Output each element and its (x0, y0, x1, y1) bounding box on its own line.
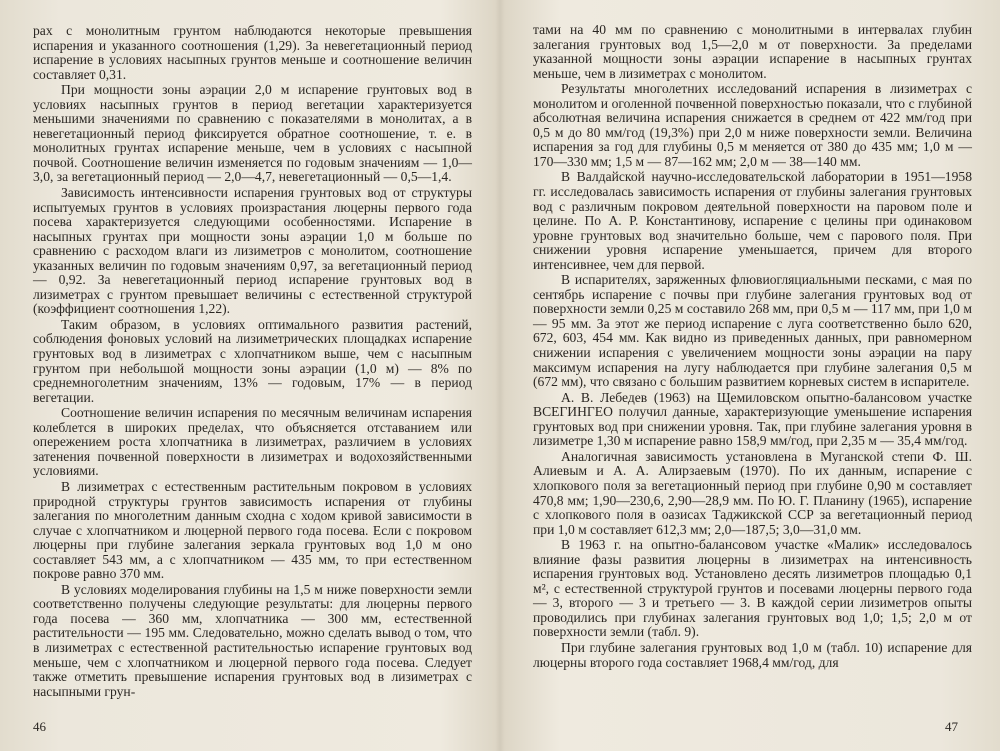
page-number: 47 (945, 719, 958, 734)
paragraph: Соотношение величин испарения по месячным величинам испарения колеблется в широких пределах, что объясняется отставанием или опережением роста хлопчатника в лизиметрах, различием в условиях затенения почвенной поверхности в лизиметрах и водохозяйственными условиями. (33, 405, 472, 479)
paragraph: Зависимость интенсивности испарения грунтовых вод от структуры испытуемых грунтов в условиях произрастания люцерны первого года посева характеризуется следующими особенностями. Испарение в насыпных грунтах при мощности зоны аэрации 1,0 м больше по сравнению с расходом влаги из лизиметров с монолитом, соотношение указанных величин по годовым значениям 0,97, за вегетационный период — 0,92. За невегетационный период испарение грунтовых вод в лизиметрах с грунтом превышает величины с естественной структурой (коэффициент соотношения 1,22). (33, 185, 472, 317)
paragraph: В Валдайской научно-исследовательской лаборатории в 1951—1958 гг. исследовалась зависимость испарения от глубины залегания грунтовых вод с различным покровом деятельной поверхности на паровом поле и целине. По А. Р. Константинову, испарение с целины при одинаковом уровне грунтовых вод значительно больше, чем с парового поля. При снижении уровня испарение уменьшается, причем для второго интенсивнее, чем для первой. (533, 169, 972, 272)
paragraph: В испарителях, заряженных флювиогляциальными песками, с мая по сентябрь испарение с почвы при глубине залегания грунтовых вод от поверхности земли 0,25 м составило 268 мм, при 0,5 м — 117 мм, при 1,0 м — 95 мм. За этот же период испарение с луга соответственно было 620, 672, 603, 454 мм. Как видно из приведенных данных, при равномерном снижении испарения с увеличением мощности зоны аэрации на пару максимум испарения на лугу наблюдается при глубине залегания 0,5 м (672 мм), что связано с большим развитием корневых систем в испарителе. (533, 272, 972, 390)
paragraph: А. В. Лебедев (1963) на Щемиловском опытно-балансовом участке ВСЕГИНГЕО получил данные, характеризующие уменьшение испарения грунтовых вод при снижении уровня. Так, при глубине залегания уровня в лизиметре 1,30 м испарение равно 158,9 мм/год, при 2,35 м — 35,4 мм/год. (533, 389, 972, 449)
right-page (500, 0, 1000, 751)
left-page-text (33, 24, 472, 699)
paragraph: При глубине залегания грунтовых вод 1,0 м (табл. 10) испарение для люцерны второго года составляет 1968,4 мм/год, для (533, 639, 972, 670)
page-number: 46 (33, 719, 46, 734)
paragraph: Аналогичная зависимость установлена в Муганской степи Ф. Ш. Алиевым и А. А. Алирзаевым (1970). По их данным, испарение с хлопкового поля за вегетационный период при глубине 0,90 м составляет 470,8 мм; 1,90—230,6, 2,90—28,9 мм. По Ю. Г. Планину (1965), испарение с хлопкового поля в оазисах Таджикской ССР за вегетационный период при 1,0 м составляет 612,3 мм; 2,0—187,5; 3,0—31,0 мм. (533, 448, 972, 537)
paragraph: Таким образом, в условиях оптимального развития растений, соблюдения фоновых условий на лизиметрических площадках испарение грунтовых вод в лизиметрах с хлопчатником выше, чем с насыпным грунтом при небольшой мощности зоны аэрации (1,0 м) — 8% по среднемноголетним значениям, 13% — годовым, 17% — в период вегетации. (33, 316, 472, 405)
paragraph: При мощности зоны аэрации 2,0 м испарение грунтовых вод в условиях насыпных грунтов в период вегетации характеризуется меньшими значениями по сравнению с показателями в монолитах, а в невегетационный период фиксируется обратное соотношение, т. е. в монолитных грунтах испарение меньше, чем в условиях с насыпной почвой. Соотношение величин изменяется по годовым значениям — 1,0—3,0, за вегетационный период — 2,0—4,7, невегетационный — 0,5—1,4. (33, 82, 472, 185)
paragraph: В лизиметрах с естественным растительным покровом в условиях природной структуры грунтов зависимость испарения от глубины залегания по многолетним данным сходна с ходом кривой зависимости в случае с хлопчатником и люцерной первого года посева. Если с покровом люцерны при глубине залегания зеркала грунтовых вод 1,0 м оно составляет 543 мм, а с хлопчатником — 435 мм, то при естественном покрове равно 370 мм. (33, 478, 472, 582)
paragraph: В 1963 г. на опытно-балансовом участке «Малик» исследовалось влияние фазы развития люцерны в лизиметрах на интенсивность испарения грунтовых вод. Установлено десять лизиметров площадью 0,1 м², с естественной структурой грунтов и посевами люцерны первого года — 3, второго — 3 и третьего — 3. В каждой серии лизиметров опыты проводились при глубинах залегания грунтовых вод 1,0; 1,5; 2,0 м от поверхности земли (табл. 9). (533, 537, 972, 640)
paragraph: Результаты многолетних исследований испарения в лизиметрах с монолитом и оголенной почвенной поверхностью показали, что с глубиной абсолютная величина испарения снижается в среднем от 422 мм/год при 0,5 м до 80 мм/год (19,3%) при 2,0 м ниже поверхности земли. Величина испарения за год для глубины 0,5 м меняется от 380 до 435 мм; 1,0 м — 170—330 мм; 1,5 м — 87—162 мм; 2,0 м — 38—140 мм. (533, 81, 972, 169)
paragraph: рах с монолитным грунтом наблюдаются некоторые превышения испарения и указанного соотношения (1,29). За невегетационный период испарение в условиях насыпных грунтов меньше и соотношение величин составляет 0,31. (33, 23, 472, 82)
right-page-text (533, 23, 972, 670)
paragraph: тами на 40 мм по сравнению с монолитными в интервалах глубин залегания грунтовых вод 1,5—2,0 м от поверхности. За пределами указанной мощности зоны аэрации испарение в насыпных грунтах меньше, чем в лизиметрах с монолитом. (533, 22, 972, 81)
paragraph: В условиях моделирования глубины на 1,5 м ниже поверхности земли соответственно получены следующие результаты: для люцерны первого года посева — 360 мм, хлопчатника — 300 мм, естественной растительности — 195 мм. Следовательно, можно сделать вывод о том, что в лизиметрах с естественной растительностью испарение грунтовых вод меньше, чем с хлопчатником и люцерной первого года посева. Следует также отметить превышение испарения грунтовых вод в лизиметрах с насыпными грун- (33, 581, 472, 699)
